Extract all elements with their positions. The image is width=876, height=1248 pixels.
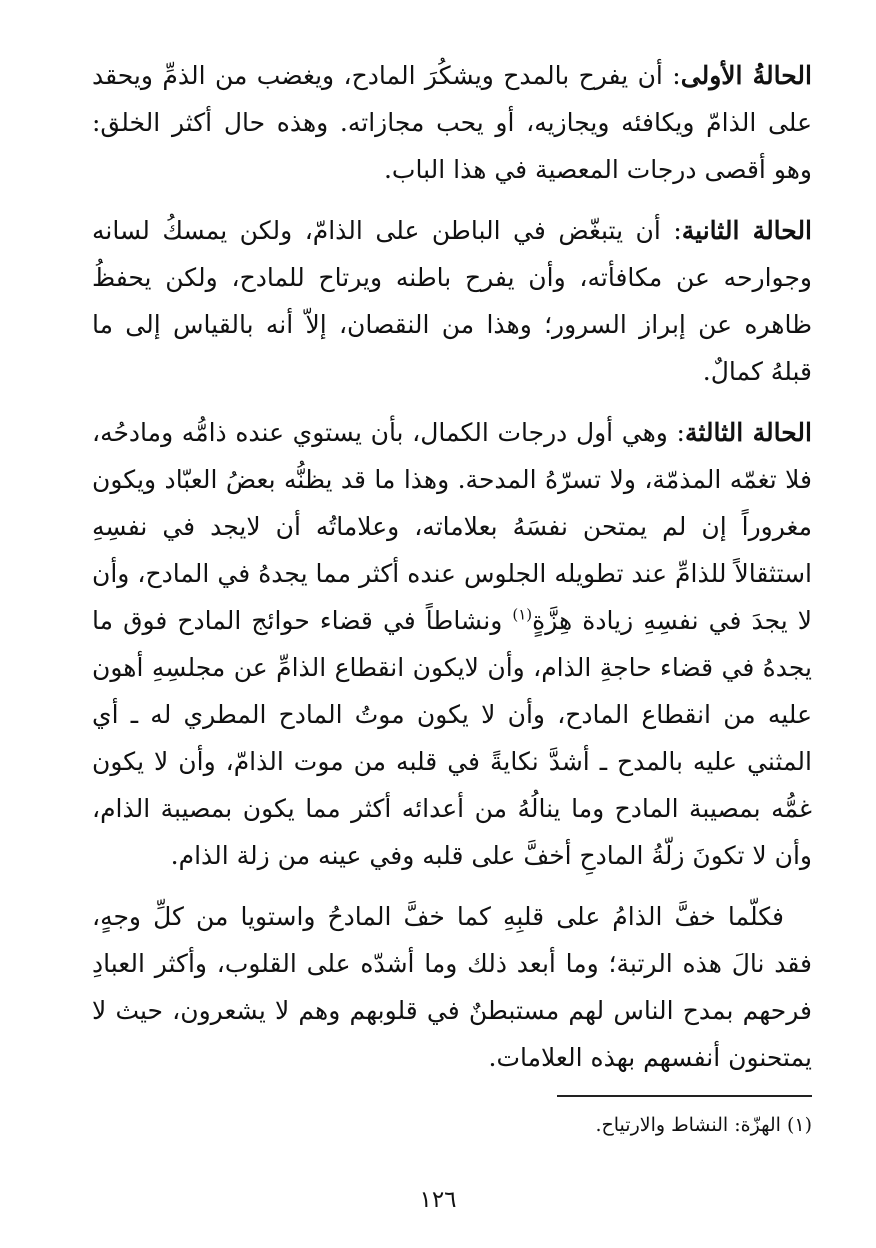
paragraph-text: فكلّما خفَّ الذامُ على قلبِهِ كما خفَّ المادحُ واستويا من كلِّ وجهٍ، فقد نالَ هذه الرتبة؛ وما أبعد ذلك وما أشدّه على القلوب، وأكثر العبادِ فرحهم بمدح الناس لهم مستبطنٌ في قلوبهم وهم لا يشعرون، حيث لا يمتحنون أنفسهم بهذه العلامات. bbox=[92, 902, 812, 1072]
paragraph-heading: الحالة الثالثة bbox=[684, 418, 812, 447]
footnote bbox=[92, 1108, 812, 1142]
footnote-divider bbox=[557, 1095, 812, 1097]
footnote-text: الهزّة: النشاط والارتياح. bbox=[595, 1114, 781, 1136]
paragraph-heading: الحالةُ الأولى bbox=[680, 61, 812, 90]
footnote-reference[interactable]: (١) bbox=[512, 605, 533, 624]
paragraph-text: : وهي أول درجات الكمال، بأن يستوي عنده ذامُّه ومادحُه، فلا تغمّه المذمّة، ولا تسرّهُ المدحة. وهذا ما قد يظنُّه بعضُ العبّاد ويكون مغروراً إن لم يمتحن نفسَهُ بعلاماته، وعلاماتُه أن لايجد في نفسِهِ استثقالاً للذامِّ عند تطويله الجلوس عنده أكثر مما يجدهُ في المادح، وأن لا يجدَ في نفسِهِ زيادة هِزَّةٍ bbox=[92, 418, 813, 635]
paragraph-state-two bbox=[92, 207, 812, 395]
paragraph-conclusion bbox=[92, 893, 812, 1081]
paragraph-text-continued: ونشاطاً في قضاء حوائج المادح فوق ما يجدهُ في قضاء حاجةِ الذام، وأن لايكون انقطاع الذامِّ عن مجلسِهِ أهون عليه من انقطاع المادح، وأن لا يكون موتُ المادح المطري له ـ أي المثني عليه بالمدح ـ أشدَّ نكايةً في قلبه من موت الذامّ، وأن لا يكون غمُّه بمصيبة المادح وما ينالُهُ من أعدائه أكثر مما يكون بمصيبة الذام، وأن لا تكونَ زلّةُ المادحِ أخفَّ على قلبه وفي عينه من زلة الذام. bbox=[92, 606, 812, 870]
page-number: ١٢٦ bbox=[419, 1187, 457, 1213]
paragraph-state-three bbox=[92, 409, 812, 879]
footnote-number: (١) bbox=[786, 1114, 812, 1136]
page-body bbox=[92, 52, 812, 1095]
paragraph-heading: الحالة الثانية bbox=[681, 216, 813, 245]
paragraph-state-one bbox=[92, 52, 812, 193]
paragraph-text: : أن يتبغّض في الباطن على الذامّ، ولكن يمسكُ لسانه وجوارحه عن مكافأته، وأن يفرح باطنه ويرتاح للمادح، ولكن يحفظُ ظاهره عن إبراز السرور؛ وهذا من النقصان، إلاّ أنه بالقياس إلى ما قبلهُ كمالٌ. bbox=[92, 216, 812, 386]
paragraph-text: : أن يفرح بالمدح ويشكُرَ المادح، ويغضب من الذمِّ ويحقد على الذامّ ويكافئه ويجازيه، أو يحب مجازاته. وهذه حال أكثر الخلق: وهو أقصى درجات المعصية في هذا الباب. bbox=[92, 61, 812, 184]
